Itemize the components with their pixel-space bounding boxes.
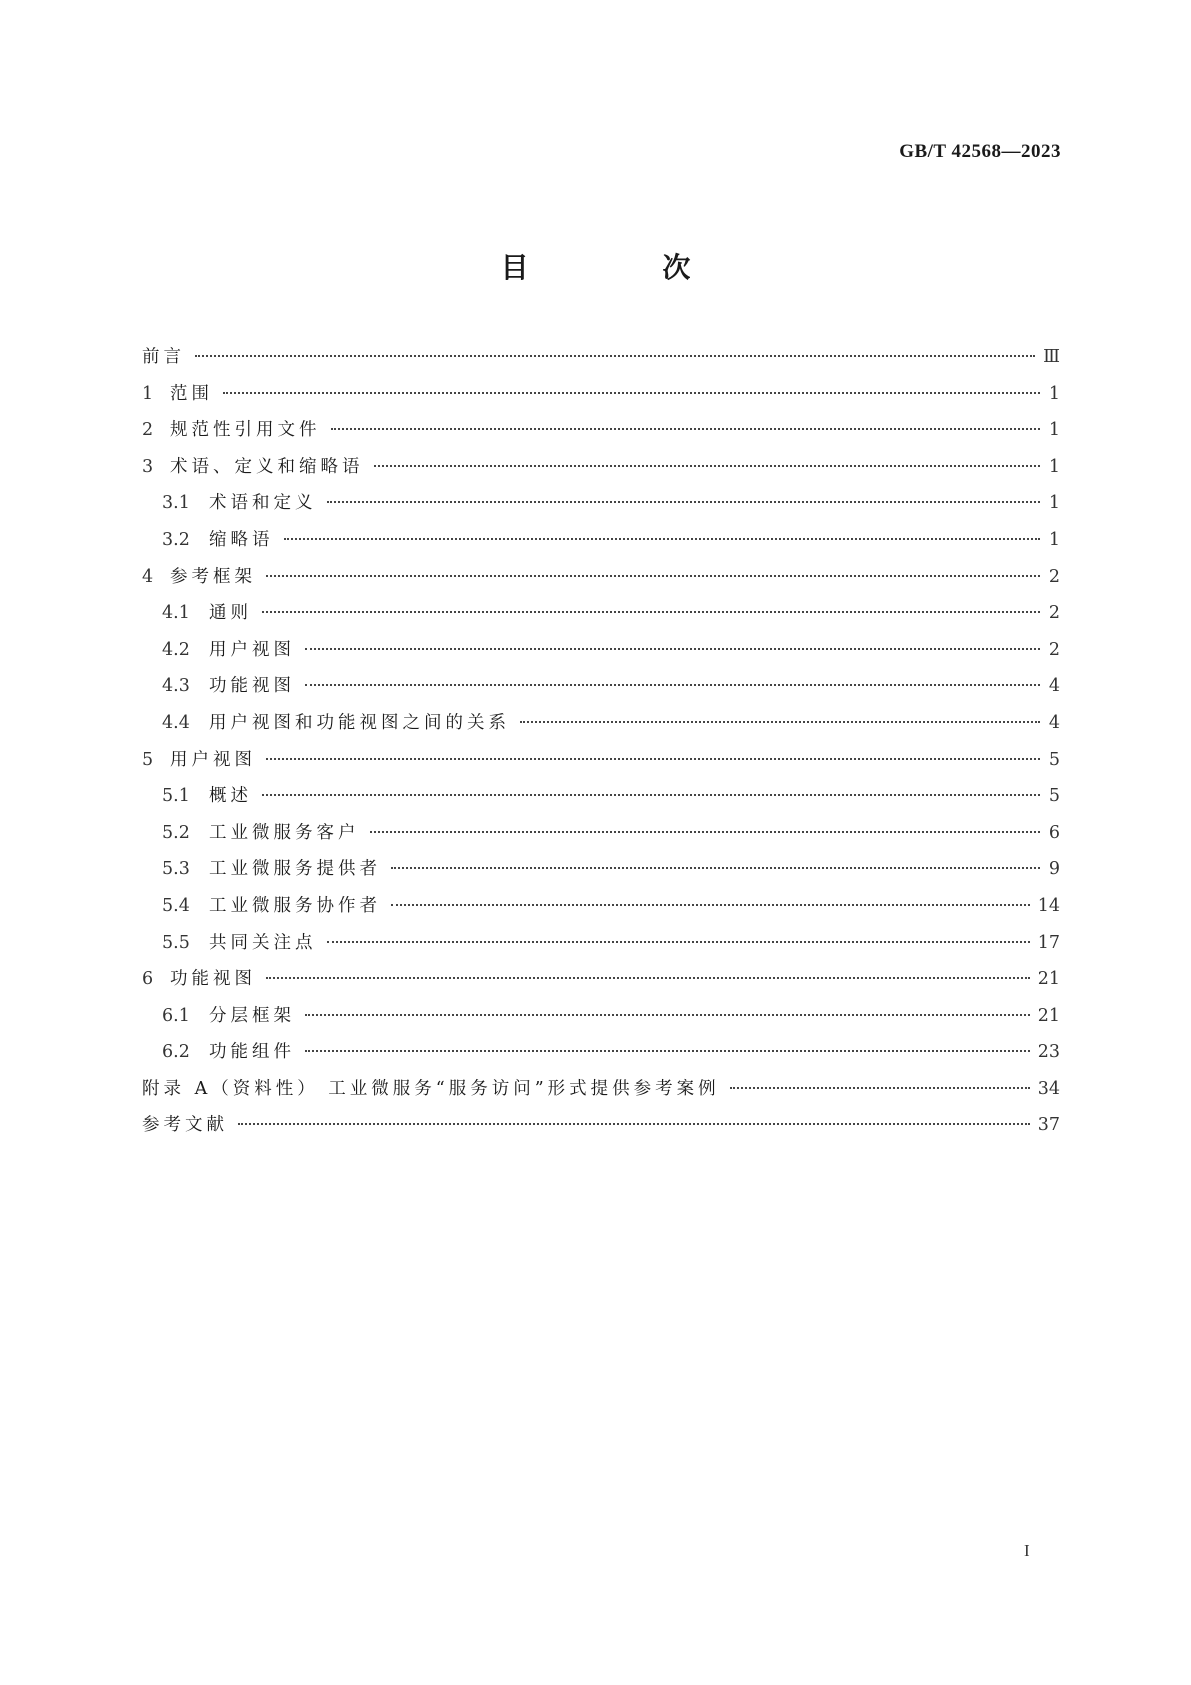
dot-leader — [305, 1014, 1030, 1016]
toc-number: 3.2 — [162, 529, 190, 550]
dot-leader — [266, 758, 1040, 760]
dot-leader — [327, 501, 1041, 503]
toc-number: 3 — [142, 456, 154, 477]
toc-entry-6[interactable] — [142, 961, 1060, 998]
dot-leader — [730, 1087, 1030, 1089]
toc-number: 6.2 — [162, 1042, 190, 1063]
toc-label: 用户视图 — [170, 749, 256, 770]
toc-number: 2 — [142, 420, 154, 441]
toc-page: 1 — [1048, 456, 1060, 477]
toc-number: 6 — [142, 969, 154, 990]
toc-entry-foreword[interactable] — [142, 339, 1060, 376]
toc-page: 21 — [1037, 969, 1060, 990]
dot-leader — [262, 794, 1040, 796]
toc-page: 17 — [1037, 932, 1060, 953]
toc-label: 规范性引用文件 — [170, 420, 321, 441]
dot-leader — [391, 904, 1030, 906]
page-title: 目 次 — [500, 251, 753, 284]
dot-leader — [305, 684, 1040, 686]
toc-label: 功能组件 — [209, 1042, 295, 1063]
toc-page: 1 — [1048, 383, 1060, 404]
toc-page: 21 — [1037, 1005, 1060, 1026]
dot-leader — [266, 977, 1030, 979]
toc-entry-5-2[interactable] — [142, 815, 1060, 852]
toc-entry-4-3[interactable] — [142, 668, 1060, 705]
toc-page: 34 — [1037, 1078, 1060, 1099]
toc-label: 功能视图 — [170, 969, 256, 990]
toc-number: 5.2 — [162, 822, 190, 843]
toc-page: 23 — [1037, 1042, 1060, 1063]
toc-label: 工业微服务提供者 — [209, 859, 381, 880]
toc-page: 14 — [1037, 895, 1060, 916]
toc-entry-4[interactable] — [142, 559, 1060, 596]
toc-label: 参考框架 — [170, 566, 256, 587]
toc-label: 前言 — [142, 347, 185, 367]
dot-leader — [331, 428, 1041, 430]
toc-page: 4 — [1048, 676, 1060, 697]
toc-entry-3-1[interactable] — [142, 485, 1060, 522]
toc-page: 2 — [1048, 639, 1060, 660]
toc-entry-5-1[interactable] — [142, 778, 1060, 815]
toc-entry-4-1[interactable] — [142, 595, 1060, 632]
page-number: I — [1024, 1541, 1030, 1560]
toc-page: 2 — [1048, 603, 1060, 624]
toc-number: 5.1 — [162, 786, 190, 807]
toc-entry-3[interactable] — [142, 449, 1060, 486]
toc-label: 工业微服务客户 — [209, 822, 360, 843]
toc-label: 范围 — [170, 383, 213, 404]
dot-leader — [284, 538, 1041, 540]
toc-label: 共同关注点 — [209, 932, 317, 953]
toc-page: 5 — [1048, 786, 1060, 807]
standard-code: GB/T 42568—2023 — [899, 141, 1061, 162]
toc-page: 5 — [1048, 749, 1060, 770]
toc-label: 工业微服务协作者 — [209, 895, 381, 916]
dot-leader — [238, 1123, 1030, 1125]
toc-entry-6-2[interactable] — [142, 1034, 1060, 1071]
toc-entry-6-1[interactable] — [142, 998, 1060, 1035]
dot-leader — [262, 611, 1040, 613]
toc-entry-annex-a[interactable] — [142, 1071, 1060, 1108]
toc-entry-1[interactable] — [142, 376, 1060, 413]
dot-leader — [374, 465, 1041, 467]
toc-number: 6.1 — [162, 1005, 190, 1026]
toc-entry-5-3[interactable] — [142, 851, 1060, 888]
toc-page: 6 — [1048, 822, 1060, 843]
toc-number: 4 — [142, 566, 154, 587]
dot-leader — [305, 1050, 1030, 1052]
toc-label: 功能视图 — [209, 676, 295, 697]
toc-entry-4-2[interactable] — [142, 632, 1060, 669]
toc-page: 1 — [1048, 493, 1060, 514]
toc-label: 分层框架 — [209, 1005, 295, 1026]
dot-leader — [266, 575, 1040, 577]
toc-label: 参考文献 — [142, 1115, 228, 1136]
table-of-contents — [142, 339, 1060, 1144]
toc-entry-5-4[interactable] — [142, 888, 1060, 925]
toc-page: 9 — [1048, 859, 1060, 880]
toc-number: 5.4 — [162, 895, 190, 916]
toc-number: 5.3 — [162, 859, 190, 880]
toc-label: 通则 — [209, 603, 252, 624]
toc-page: 37 — [1037, 1115, 1060, 1136]
toc-number: 4.1 — [162, 603, 190, 624]
toc-entry-2[interactable] — [142, 412, 1060, 449]
dot-leader — [370, 831, 1041, 833]
toc-entry-bibliography[interactable] — [142, 1107, 1060, 1144]
toc-page: 1 — [1048, 529, 1060, 550]
toc-page: 4 — [1048, 712, 1060, 733]
toc-label: 用户视图 — [209, 639, 295, 660]
toc-entry-5-5[interactable] — [142, 925, 1060, 962]
toc-entry-3-2[interactable] — [142, 522, 1060, 559]
toc-label: 概述 — [209, 786, 252, 807]
toc-page: 1 — [1048, 420, 1060, 441]
toc-entry-4-4[interactable] — [142, 705, 1060, 742]
dot-leader — [223, 392, 1040, 394]
toc-entry-5[interactable] — [142, 742, 1060, 779]
toc-label: 术语、定义和缩略语 — [170, 456, 364, 477]
toc-label: 用户视图和功能视图之间的关系 — [209, 712, 510, 733]
toc-number: 1 — [142, 383, 154, 404]
toc-label: 缩略语 — [209, 529, 274, 550]
toc-number: 4.2 — [162, 639, 190, 660]
toc-label: 附录 A（资料性） 工业微服务“服务访问”形式提供参考案例 — [142, 1078, 720, 1099]
toc-number: 3.1 — [162, 493, 190, 514]
toc-page: 2 — [1048, 566, 1060, 587]
dot-leader — [520, 721, 1040, 723]
toc-number: 4.3 — [162, 676, 190, 697]
toc-number: 5 — [142, 749, 154, 770]
dot-leader — [195, 355, 1035, 357]
dot-leader — [305, 648, 1040, 650]
toc-page: Ⅲ — [1043, 347, 1060, 367]
dot-leader — [391, 867, 1040, 869]
toc-number: 4.4 — [162, 712, 190, 733]
toc-number: 5.5 — [162, 932, 190, 953]
dot-leader — [327, 941, 1030, 943]
toc-label: 术语和定义 — [209, 493, 317, 514]
